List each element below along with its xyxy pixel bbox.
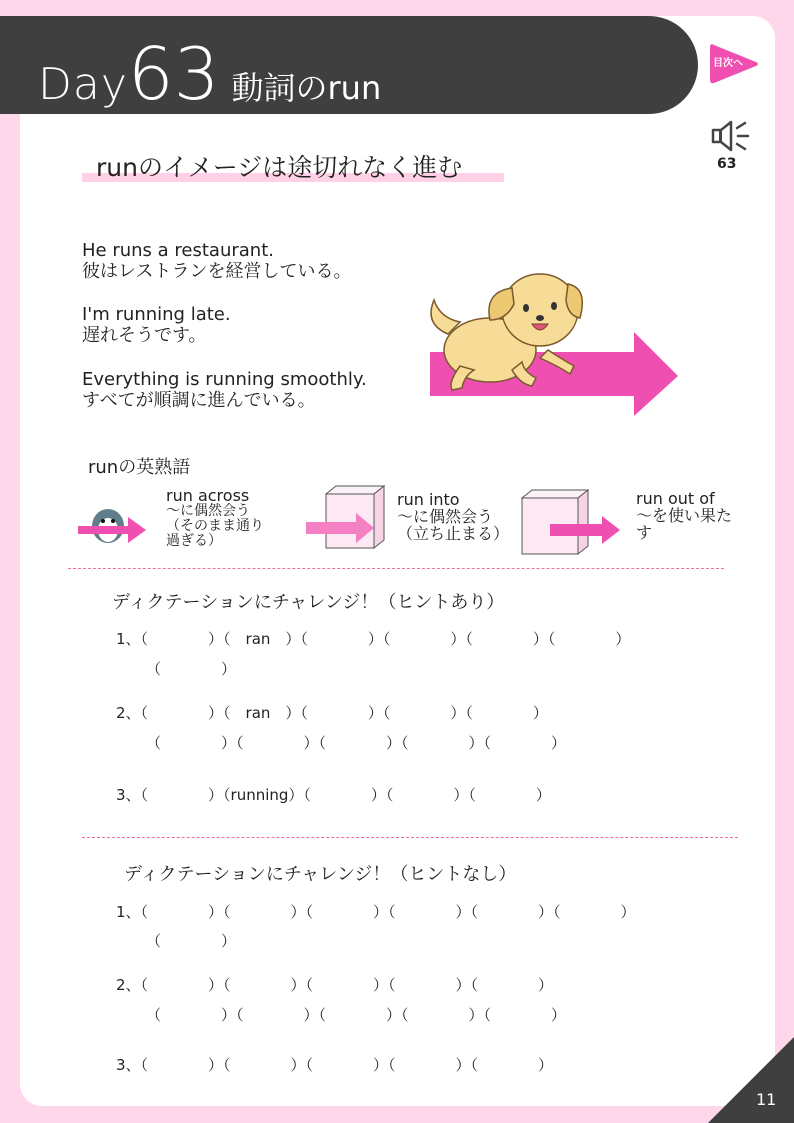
dictation-nohint-row: 3、（ ）（ ）（ ）（ ）（ ） [116,1056,554,1074]
dictation-nohint-title: ディクテーションにチャレンジ！（ヒントなし） [124,864,517,885]
day-number: 63 [127,32,220,116]
speaker-icon[interactable] [707,118,755,154]
phrase-run-into: run into 〜に偶然会う （立ち止まる） [397,490,510,543]
running-dog-illustration [420,262,682,420]
audio-track-number: 63 [717,156,737,172]
lesson-title: 動詞のrun [231,69,382,107]
example-1: He runs a restaurant. 彼はレストランを経営している。 [82,240,352,282]
toc-button[interactable]: 目次へ [708,42,760,86]
phrases-title: runの英熟語 [88,457,191,478]
dictation-nohint-row: （ ）（ ）（ ）（ ）（ ） [146,1006,567,1024]
dictation-hint-row: （ ）（ ）（ ）（ ）（ ） [146,734,567,752]
dictation-hint-row: 2、（ ）（ ran ）（ ）（ ）（ ） [116,704,548,722]
box-run-out-of [522,490,588,554]
dictation-hint-row: 1、（ ）（ ran ）（ ）（ ）（ ）（ ） [116,630,631,648]
dictation-hint-row: （ ） [146,660,237,678]
box-run-into [326,486,384,548]
example-3: Everything is running smoothly. すべてが順調に進んでいる。 [82,369,367,411]
example-2: I'm running late. 遅れそうです。 [82,304,231,346]
phrase-run-across: run across 〜に偶然会う （そのまま通り 過ぎる） [166,486,264,549]
dictation-nohint-row: （ ） [146,932,237,950]
page-corner [708,1037,794,1123]
page-title: Day63 動詞のrun [38,32,382,116]
subtitle: runのイメージは途切れなく進む [96,153,463,182]
dictation-nohint-row: 2、（ ）（ ）（ ）（ ）（ ） [116,976,554,994]
phrase-run-out-of: run out of 〜を使い果た す [636,489,733,542]
page-number: 11 [756,1090,777,1109]
dictation-nohint-row: 1、（ ）（ ）（ ）（ ）（ ）（ ） [116,903,636,921]
section-divider [82,837,738,838]
section-divider [68,568,724,569]
dictation-hint-row: 3、（ ）（running）（ ）（ ）（ ） [116,786,551,804]
dictation-hint-title: ディクテーションにチャレンジ！（ヒントあり） [112,592,505,613]
header-bar [0,16,698,114]
